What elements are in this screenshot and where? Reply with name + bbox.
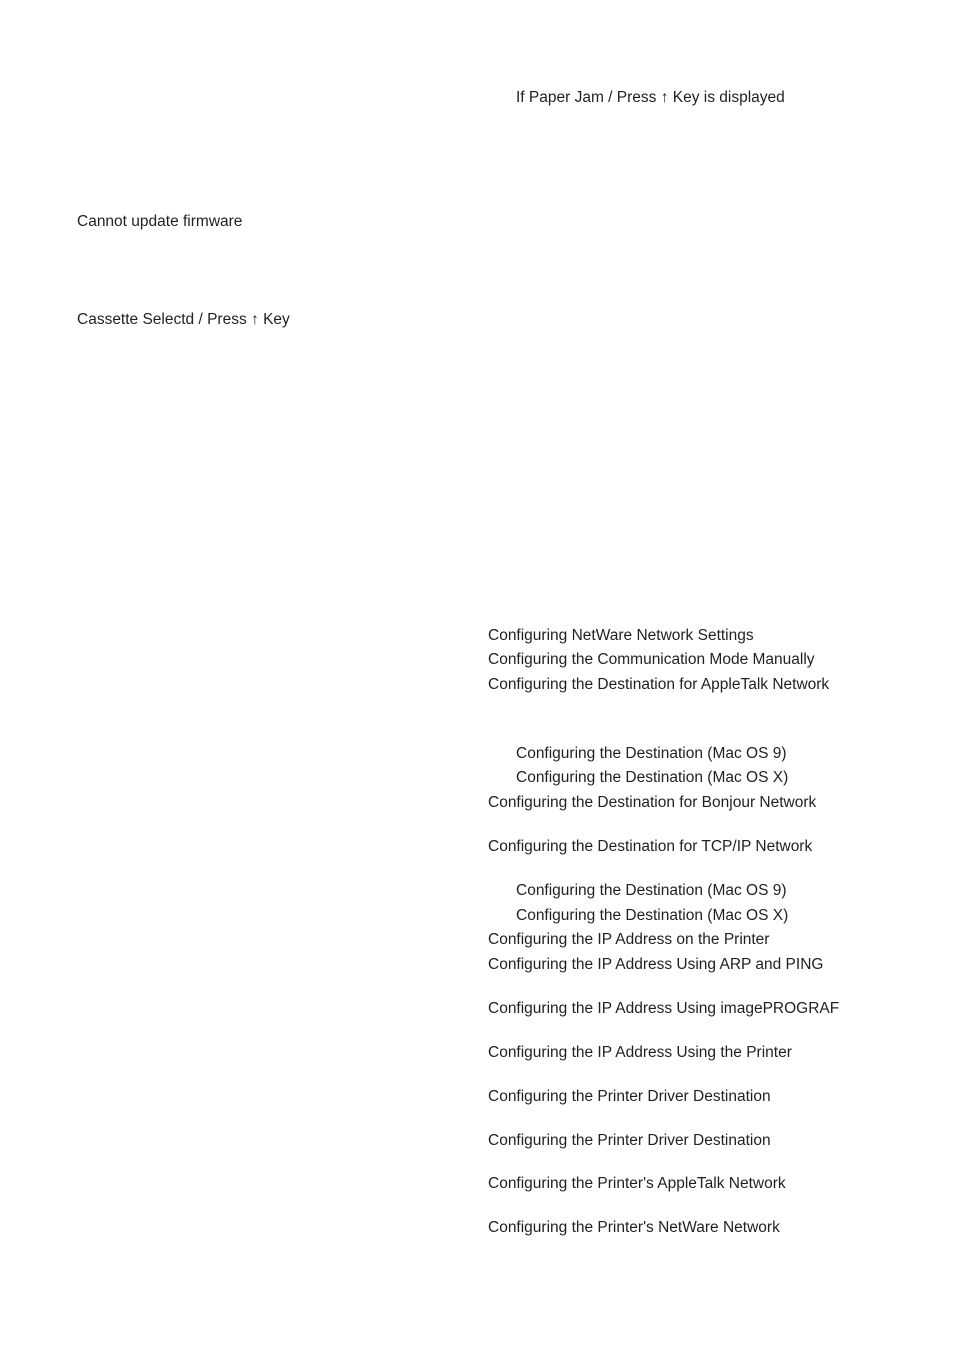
index-entry: Configuring the Printer's NetWare Network — [488, 1219, 780, 1236]
index-entry: Configuring the Destination for AppleTalk Network — [488, 676, 830, 693]
index-entry: Configuring the Printer's AppleTalk Network — [488, 1175, 786, 1192]
index-subentry: Configuring the Destination (Mac OS 9) — [516, 882, 787, 899]
index-entry: Configuring the Destination for Bonjour Network — [488, 794, 817, 811]
index-entry: Configuring the Destination for TCP/IP Network — [488, 838, 813, 855]
index-entry: Configuring the Printer Driver Destination — [488, 1088, 771, 1105]
index-subentry: Configuring the Destination (Mac OS X) — [516, 907, 789, 924]
index-entry: Cassette Selectd / Press ↑ Key — [77, 311, 290, 328]
index-entry: Configuring NetWare Network Settings — [488, 627, 754, 644]
index-entry: Configuring the IP Address Using ARP and PING — [488, 956, 824, 973]
index-subentry: Configuring the Destination (Mac OS 9) — [516, 745, 787, 762]
index-entry: Configuring the Printer Driver Destination — [488, 1132, 771, 1149]
index-entry: Configuring the IP Address Using the Printer — [488, 1044, 792, 1061]
index-subentry: Configuring the Destination (Mac OS X) — [516, 769, 789, 786]
index-entry: Configuring the IP Address on the Printer — [488, 931, 770, 948]
index-entry: Configuring the Communication Mode Manually — [488, 651, 815, 668]
index-entry: Cannot update firmware — [77, 213, 243, 230]
index-entry: Configuring the IP Address Using imagePROGRAF — [488, 1000, 840, 1017]
index-subentry: If Paper Jam / Press ↑ Key is displayed — [516, 89, 785, 106]
